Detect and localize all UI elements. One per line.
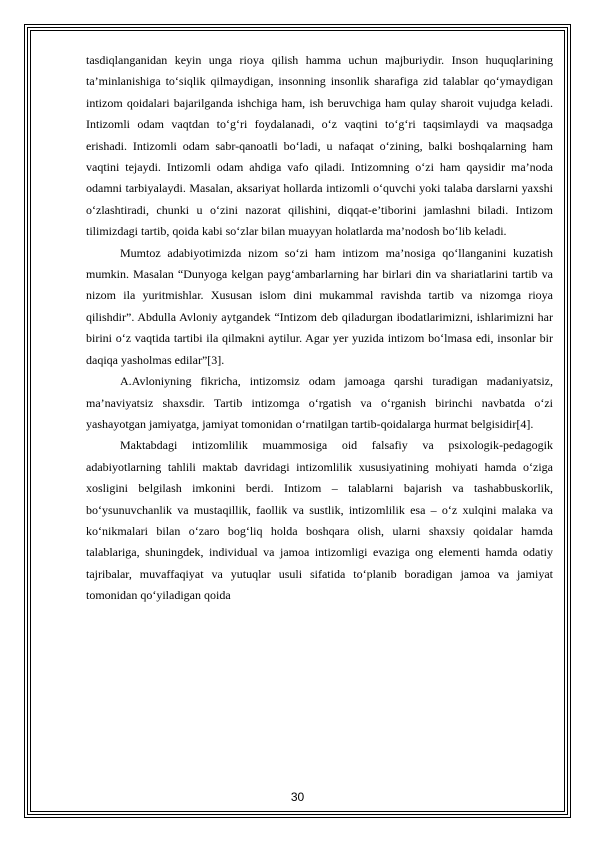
- paragraph-continuation: tasdiqlanganidan keyin unga rioya qilish hamma uchun majburiydir. Inson huquqlarining ta’minlanishiga to‘siqlik qilmaydigan, insonning insonlik sharafiga zid talablar qo‘ymaydigan intizom qoidalari bajarilganda ishchiga ham, ish beruvchiga ham qulay sharoit vujudga keladi. Intizomli odam vaqtdan to‘g‘ri foydalanadi, o‘z vaqtini to‘g‘ri taqsimlaydi va maqsadga erishadi. Intizomli odam sabr-qanoatli bo‘ladi, u nafaqat o‘zining, balki boshqalarning ham vaqtini tejaydi. Intizomli odam ahdiga vafo qiladi. Intizomning o‘zi ham qaysidir ma’noda odamni tarbiyalaydi. Masalan, aksariyat hollarda intizomli o‘quvchi yoki talaba darslarni yaxshi o‘zlashtiradi, chunki u o‘zini nazorat qilishini, diqqat-e’tiborini jamlashni biladi. Intizom tilimizdagi tartib, qoida kabi so‘zlar bilan muayyan holatlarda ma’nodosh bo‘lib keladi.: [86, 53, 553, 239]
- paragraph-avloniy: A.Avloniyning fikricha, intizomsiz odam jamoaga qarshi turadigan madaniyatsiz, ma’naviyatsiz shaxsdir. Tartib intizomga o‘rgatish va o‘rganish birinchi navbatda o‘zi yashayotgan jamiyatga, jamiyat tomonidan o‘rnatilgan tartib-qoidalarga hurmat belgisidir[4].: [86, 374, 553, 431]
- paragraph-maktab: Maktabdagi intizomlilik muammosiga oid falsafiy va psixologik-pedagogik adabiyotlarning tahlili maktab davridagi intizomlilik xususiyatining mohiyati hamda o‘ziga xosligini belgilash imkonini berdi. Intizom – talablarni bajarish va tashabbuskorlik, bo‘ysunuvchanlik va mustaqillik, faollik va sustlik, intizomlilik esa – o‘z xulqini malaka va ko‘nikmalari bilan o‘zaro bog‘liq holda boshqara olish, ularni shaxsiy qoidalar hamda talablariga, shuningdek, individual va jamoa intizomligi evaziga ong elementi hamda odatiy tajribalar, muvaffaqiyat va yutuqlar usuli sifatida to‘planib boradigan jamoa va jamiyat tomonidan qo‘yiladigan qoida: [86, 438, 553, 603]
- document-body: [86, 50, 553, 607]
- page-number: 30: [290, 790, 305, 804]
- paragraph-mumtoz: Mumtoz adabiyotimizda nizom so‘zi ham intizom ma’nosiga qo‘llanganini kuzatish mumkin. Masalan “Dunyoga kelgan payg‘ambarlarning har birlari din va shariatlarini tartib va nizom ila yuritmishlar. Xususan islom dini mukammal ravishda tartib va nizomga rioya qilishdir”. Abdulla Avloniy aytgandek “Intizom deb qiladurgan ibodatlarimizni, ishlarimizni har birini o‘z vaqtida tartibi ila qilmakni aytilur. Agar yer yuzida intizom bo‘lmasa edi, insonlar bir daqiqa yasholmas edilar”[3].: [86, 245, 553, 367]
